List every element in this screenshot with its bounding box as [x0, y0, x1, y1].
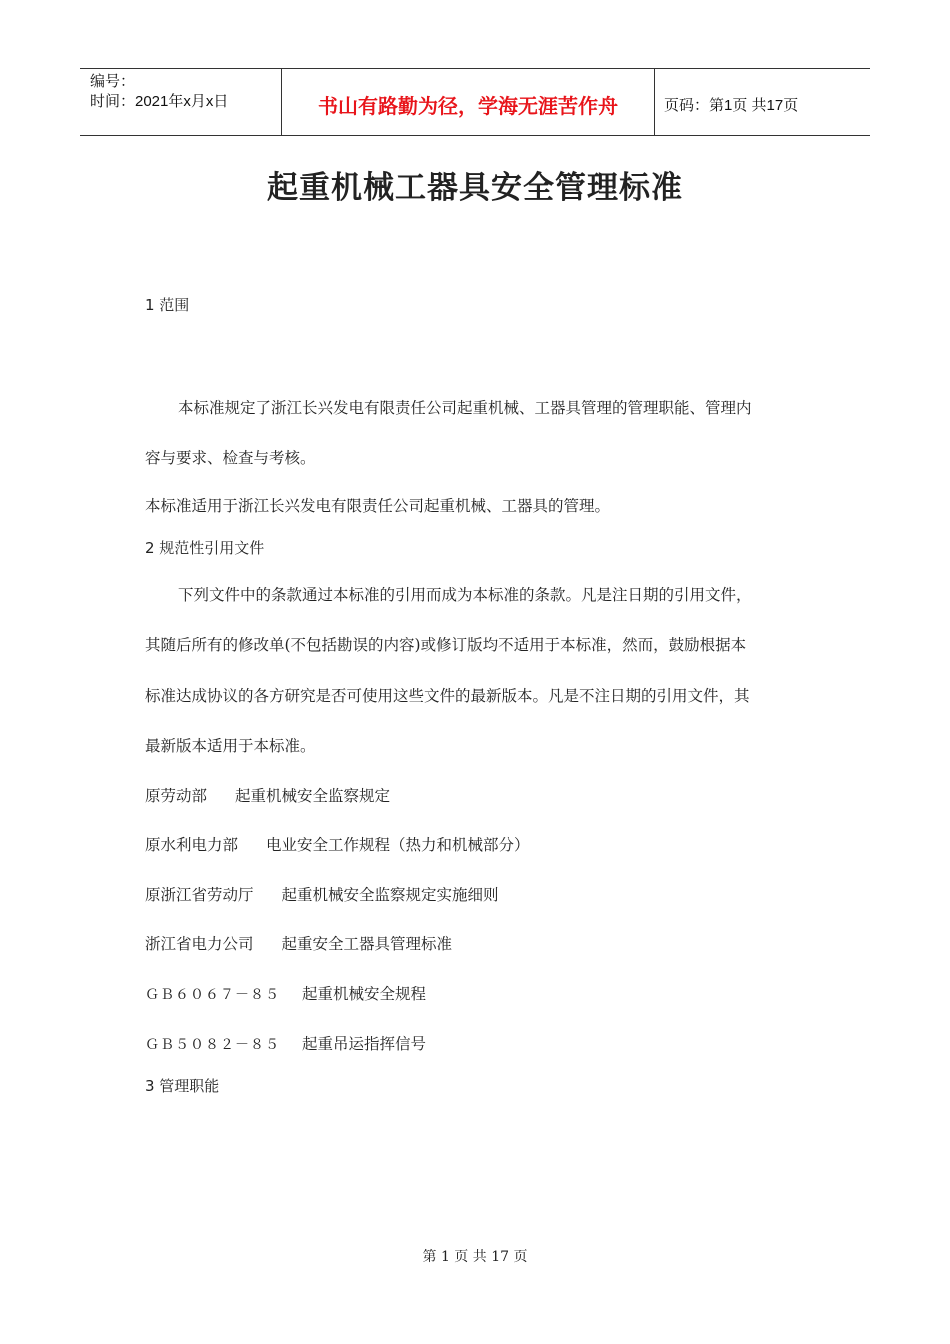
document-title: 起重机械工器具安全管理标准: [267, 170, 683, 206]
reference-item: [145, 932, 452, 954]
section-3-heading: 3 管理职能: [145, 1077, 220, 1095]
reference-source: 原劳动部: [145, 787, 208, 805]
reference-document: 起重机械安全监察规定实施细则: [281, 886, 499, 904]
reference-item: [145, 1032, 426, 1054]
page-footer: 第 1 页 共 17 页: [422, 1249, 528, 1265]
reference-document: 起重安全工器具管理标准: [281, 935, 453, 953]
reference-item: [145, 883, 499, 905]
header-page-info: 页码：第1页 共17页: [664, 96, 799, 114]
section-1-para-1-line-2: 容与要求、检查与考核。: [145, 449, 316, 467]
section-2-para-line-1: 下列文件中的条款通过本标准的引用而成为本标准的条款。凡是注日期的引用文件，: [178, 586, 752, 604]
reference-source: ＧＢ６０６７－８５: [145, 987, 280, 1003]
reference-document: 起重机械安全监察规定: [235, 787, 391, 805]
header-meta: [80, 69, 281, 135]
section-2-para-line-4: 最新版本适用于本标准。: [145, 737, 316, 755]
reference-document: 起重吊运指挥信号: [302, 1035, 427, 1053]
section-1-heading: 1 范围: [145, 296, 190, 314]
reference-source: ＧＢ５０８２－８５: [145, 1037, 280, 1053]
section-2-para-line-2: 其随后所有的修改单(不包括勘误的内容)或修订版均不适用于本标准，然而，鼓励根据本: [145, 636, 747, 654]
reference-item: [145, 833, 530, 855]
reference-item: [145, 982, 426, 1004]
reference-item: [145, 784, 390, 806]
reference-source: 原浙江省劳动厅: [145, 886, 254, 904]
document-header: [80, 68, 870, 136]
section-1-para-2: 本标准适用于浙江长兴发电有限责任公司起重机械、工器具的管理。: [145, 497, 611, 515]
section-1-para-1-line-1: 本标准规定了浙江长兴发电有限责任公司起重机械、工器具管理的管理职能、管理内: [178, 399, 752, 417]
reference-document: 起重机械安全规程: [302, 985, 427, 1003]
reference-source: 浙江省电力公司: [145, 935, 254, 953]
reference-document: 电业安全工作规程（热力和机械部分）: [266, 836, 530, 854]
reference-source: 原水利电力部: [145, 836, 239, 854]
header-time: 时间：2021年x月x日: [90, 93, 229, 110]
header-motto: 书山有路勤为径，学海无涯苦作舟: [281, 69, 655, 135]
header-number: 编号：: [90, 73, 136, 90]
section-2-para-line-3: 标准达成协议的各方研究是否可使用这些文件的最新版本。凡是不注日期的引用文件，其: [145, 687, 750, 705]
section-2-heading: 2 规范性引用文件: [145, 539, 265, 557]
